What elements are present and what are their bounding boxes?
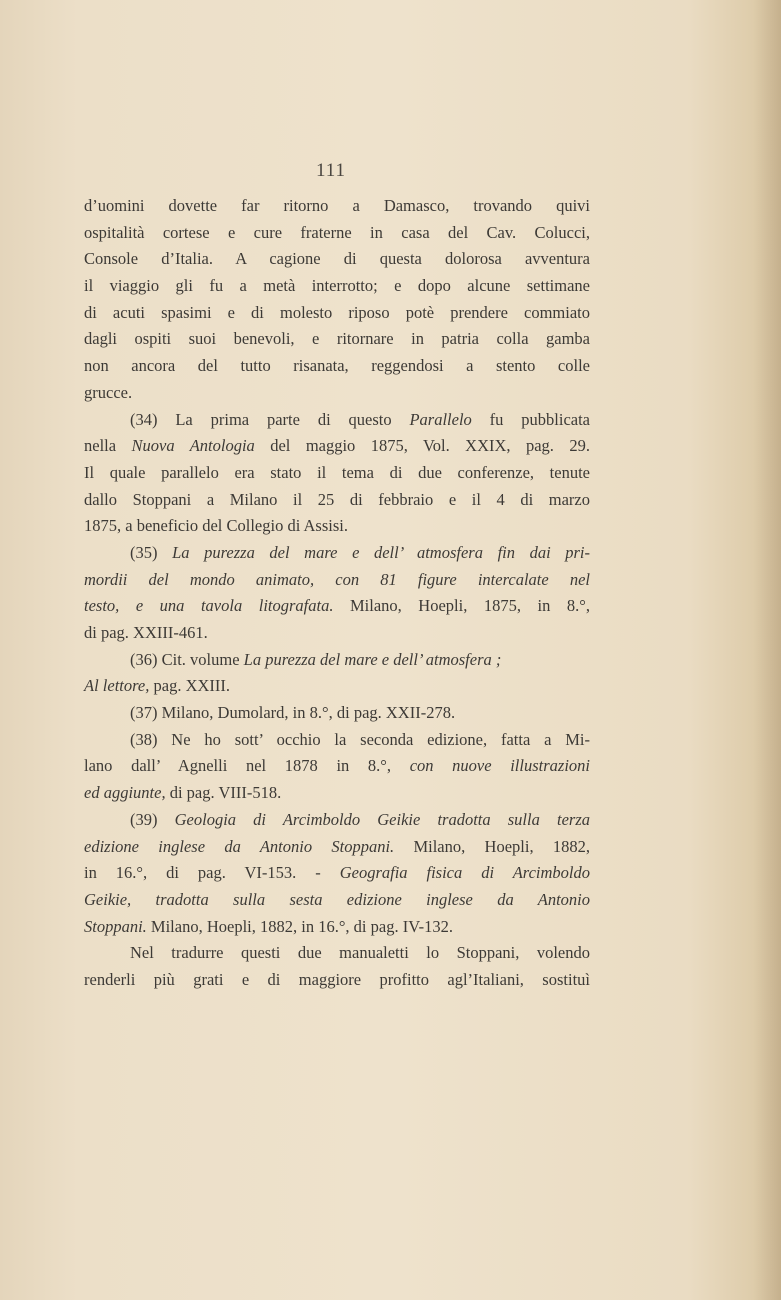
text-line <box>84 860 590 887</box>
text-line <box>84 673 590 700</box>
italic-title: Stoppani. <box>84 916 147 936</box>
text-line: dallo Stoppani a Milano il 25 di febbraio e il 4 di marzo <box>84 489 590 509</box>
text-line: di pag. XXIII-461. <box>84 623 208 642</box>
italic-title: testo, e una tavola litografata. <box>84 596 334 616</box>
text-span: pag. XXIII. <box>149 676 231 696</box>
italic-title: con nuove illustrazioni <box>409 756 590 776</box>
italic-title: Geologia di Arcimboldo Geikie tradotta sulla terza <box>174 809 590 829</box>
text-line <box>84 887 590 914</box>
italic-title: Geografia fisica di Arcimboldo <box>339 863 590 883</box>
text-span: di pag. VIII-518. <box>165 783 282 803</box>
text-line: Il quale parallelo era stato il tema di due conferenze, tenute <box>84 462 590 482</box>
footnote-36-line <box>84 647 590 674</box>
text-line: Nel tradurre questi due manualetti lo Stoppani, volendo <box>130 943 590 963</box>
footnote-39-line <box>84 807 590 834</box>
text-span: fu pubblicata <box>471 409 590 429</box>
italic-title: Nuova Antologia <box>131 436 255 456</box>
text-line: renderli più grati e di maggiore profitto agl’Italiani, sostituì <box>84 969 590 989</box>
page-text <box>84 193 590 994</box>
text-line <box>84 433 590 460</box>
text-line: non ancora del tutto risanata, reggendosi a stento colle <box>84 356 590 376</box>
text-span: del maggio 1875, Vol. XXIX, pag. 29. <box>254 436 590 456</box>
footnote-35-line <box>84 540 590 567</box>
text-line <box>84 753 590 780</box>
text-line: grucce. <box>84 382 133 402</box>
text-span: (35) <box>130 542 173 562</box>
footnote-34-line <box>84 407 590 434</box>
text-span: (39) <box>130 809 175 829</box>
footnote-37-line: (37) Milano, Dumolard, in 8.°, di pag. XXII-278. <box>130 703 456 723</box>
italic-title: mordii del mondo animato, con 81 figure intercalate nel <box>84 569 590 589</box>
text-span: lano dall’ Agnelli nel 1878 in 8.°, <box>84 756 410 776</box>
text-line <box>84 914 590 941</box>
italic-title: Geikie, tradotta sulla sesta edizione inglese da Antonio <box>84 889 590 909</box>
italic-title: ed aggiunte, <box>84 783 166 803</box>
text-span: Milano, Hoepli, 1875, in 8.°, <box>333 596 590 616</box>
italic-title: La purezza del mare e dell’ atmosfera ; <box>243 649 502 669</box>
text-line <box>84 780 590 807</box>
text-span: (36) Cit. volume <box>130 649 244 669</box>
text-span: (34) La prima parte di questo <box>130 409 410 429</box>
text-line: ospitalità cortese e cure fraterne in casa del Cav. Colucci, <box>84 222 590 242</box>
text-line <box>84 834 590 861</box>
text-line: 1875, a beneficio del Collegio di Assisi. <box>84 516 348 536</box>
italic-title: La purezza del mare e dell’ atmosfera fin dai pri- <box>172 542 591 562</box>
page-number: 111 <box>315 160 347 181</box>
text-span: in 16.°, di pag. VI-153. - <box>84 863 340 883</box>
footnote-38-line: (38) Ne ho sott’ occhio la seconda edizione, fatta a Mi- <box>130 729 590 749</box>
italic-title: edizione inglese da Antonio Stoppani. <box>84 836 395 856</box>
italic-title: Al lettore, <box>84 676 150 696</box>
page-edge-shadow <box>753 0 781 1300</box>
text-line: dagli ospiti suoi benevoli, e ritornare in patria colla gamba <box>84 329 590 349</box>
text-line <box>84 567 590 594</box>
italic-title: Parallelo <box>409 409 472 429</box>
text-line: il viaggio gli fu a metà interrotto; e dopo alcune settimane <box>84 276 590 296</box>
text-span: nella <box>84 436 132 456</box>
text-line: di acuti spasimi e di molesto riposo potè prendere commiato <box>84 302 590 322</box>
text-span: Milano, Hoepli, 1882, in 16.°, di pag. IV-132. <box>146 916 453 936</box>
text-line: d’uomini dovette far ritorno a Damasco, trovando quivi <box>84 196 590 215</box>
text-span: Milano, Hoepli, 1882, <box>394 836 590 856</box>
text-line: Console d’Italia. A cagione di questa dolorosa avventura <box>84 249 590 269</box>
text-line <box>84 593 590 620</box>
